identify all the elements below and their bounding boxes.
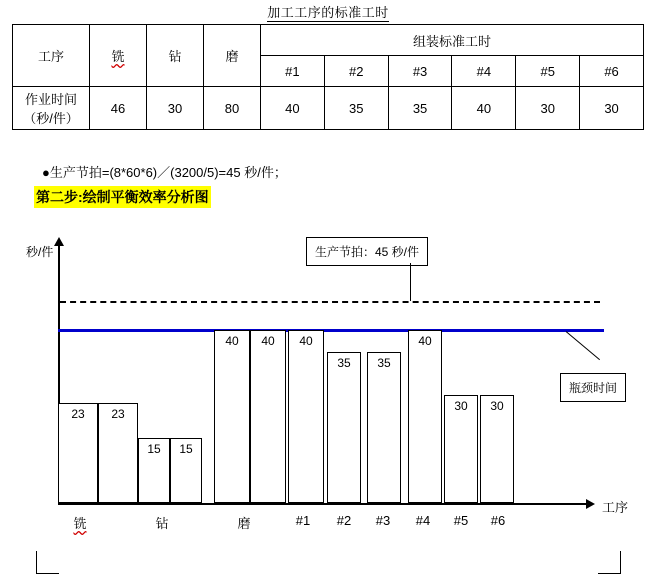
cell-value-4: 35 [324,87,388,130]
row-label-cycle-time: 作业时间 （秒/件） [13,87,90,130]
x-axis [58,503,588,505]
cell-value-6: 40 [452,87,516,130]
cell-value-8: 30 [580,87,644,130]
bar-grind-2: 40 [250,330,286,503]
xtick-grind: 磨 [237,516,251,531]
bar-grind-1: 40 [214,330,250,503]
balance-efficiency-chart [0,225,656,545]
xtick-assembly-2: #2 [336,513,352,528]
callout-takt-time: 生产节拍：45 秒/件 [306,237,428,266]
header-grinding: 磨 [204,25,261,87]
header-drilling: 钻 [147,25,204,87]
crop-mark-bottom-right [598,551,621,574]
header-milling: 铣 [90,25,147,87]
bar-assembly-1: 40 [288,330,324,503]
xtick-assembly-1: #1 [295,513,311,528]
bar-mill-2: 23 [98,403,138,503]
cell-value-2: 80 [204,87,261,130]
header-assembly-3: #3 [388,56,452,87]
callout-bottleneck-leader [566,331,600,360]
bar-assembly-4: 40 [408,330,442,503]
bar-assembly-6: 30 [480,395,514,503]
standard-time-table [12,24,644,130]
xtick-assembly-5: #5 [453,513,469,528]
y-axis-arrow-icon [54,237,64,246]
xtick-mill: 铣 [73,516,87,531]
xtick-drill: 钻 [155,516,169,531]
x-axis-label: 工序 [602,500,629,515]
callout-takt-leader [410,263,411,301]
bar-drill-2: 15 [170,438,202,503]
xtick-assembly-3: #3 [375,513,391,528]
header-process: 工序 [13,25,90,87]
cell-value-1: 30 [147,87,204,130]
callout-bottleneck: 瓶颈时间 [560,373,626,402]
crop-mark-bottom-left [36,551,59,574]
bar-assembly-5: 30 [444,395,478,503]
y-axis-label: 秒/件 [26,245,54,259]
header-assembly-2: #2 [324,56,388,87]
bar-mill-1: 23 [58,403,98,503]
takt-time-note: ●生产节拍=(8*60*6)／(3200/5)=45 秒/件； [42,165,287,180]
header-assembly-4: #4 [452,56,516,87]
cell-value-3: 40 [261,87,325,130]
header-assembly-1: #1 [261,56,325,87]
bar-drill-1: 15 [138,438,170,503]
table-row [13,87,644,130]
cell-value-5: 35 [388,87,452,130]
x-axis-arrow-icon [586,499,595,509]
cell-value-0: 46 [90,87,147,130]
page-title-text: 加工工序的标准工时 [267,5,389,20]
table-row [13,25,644,56]
page-title [0,2,656,21]
bar-assembly-2: 35 [327,352,361,503]
step-two-heading: 第二步:绘制平衡效率分析图 [34,186,211,208]
bar-assembly-3: 35 [367,352,401,503]
bottleneck-reference-line [58,329,604,332]
cell-value-7: 30 [516,87,580,130]
header-assembly-5: #5 [516,56,580,87]
xtick-assembly-4: #4 [415,513,431,528]
xtick-assembly-6: #6 [490,513,506,528]
header-assembly-group: 组装标准工时 [261,25,644,56]
header-assembly-6: #6 [580,56,644,87]
takt-reference-line [60,301,600,303]
